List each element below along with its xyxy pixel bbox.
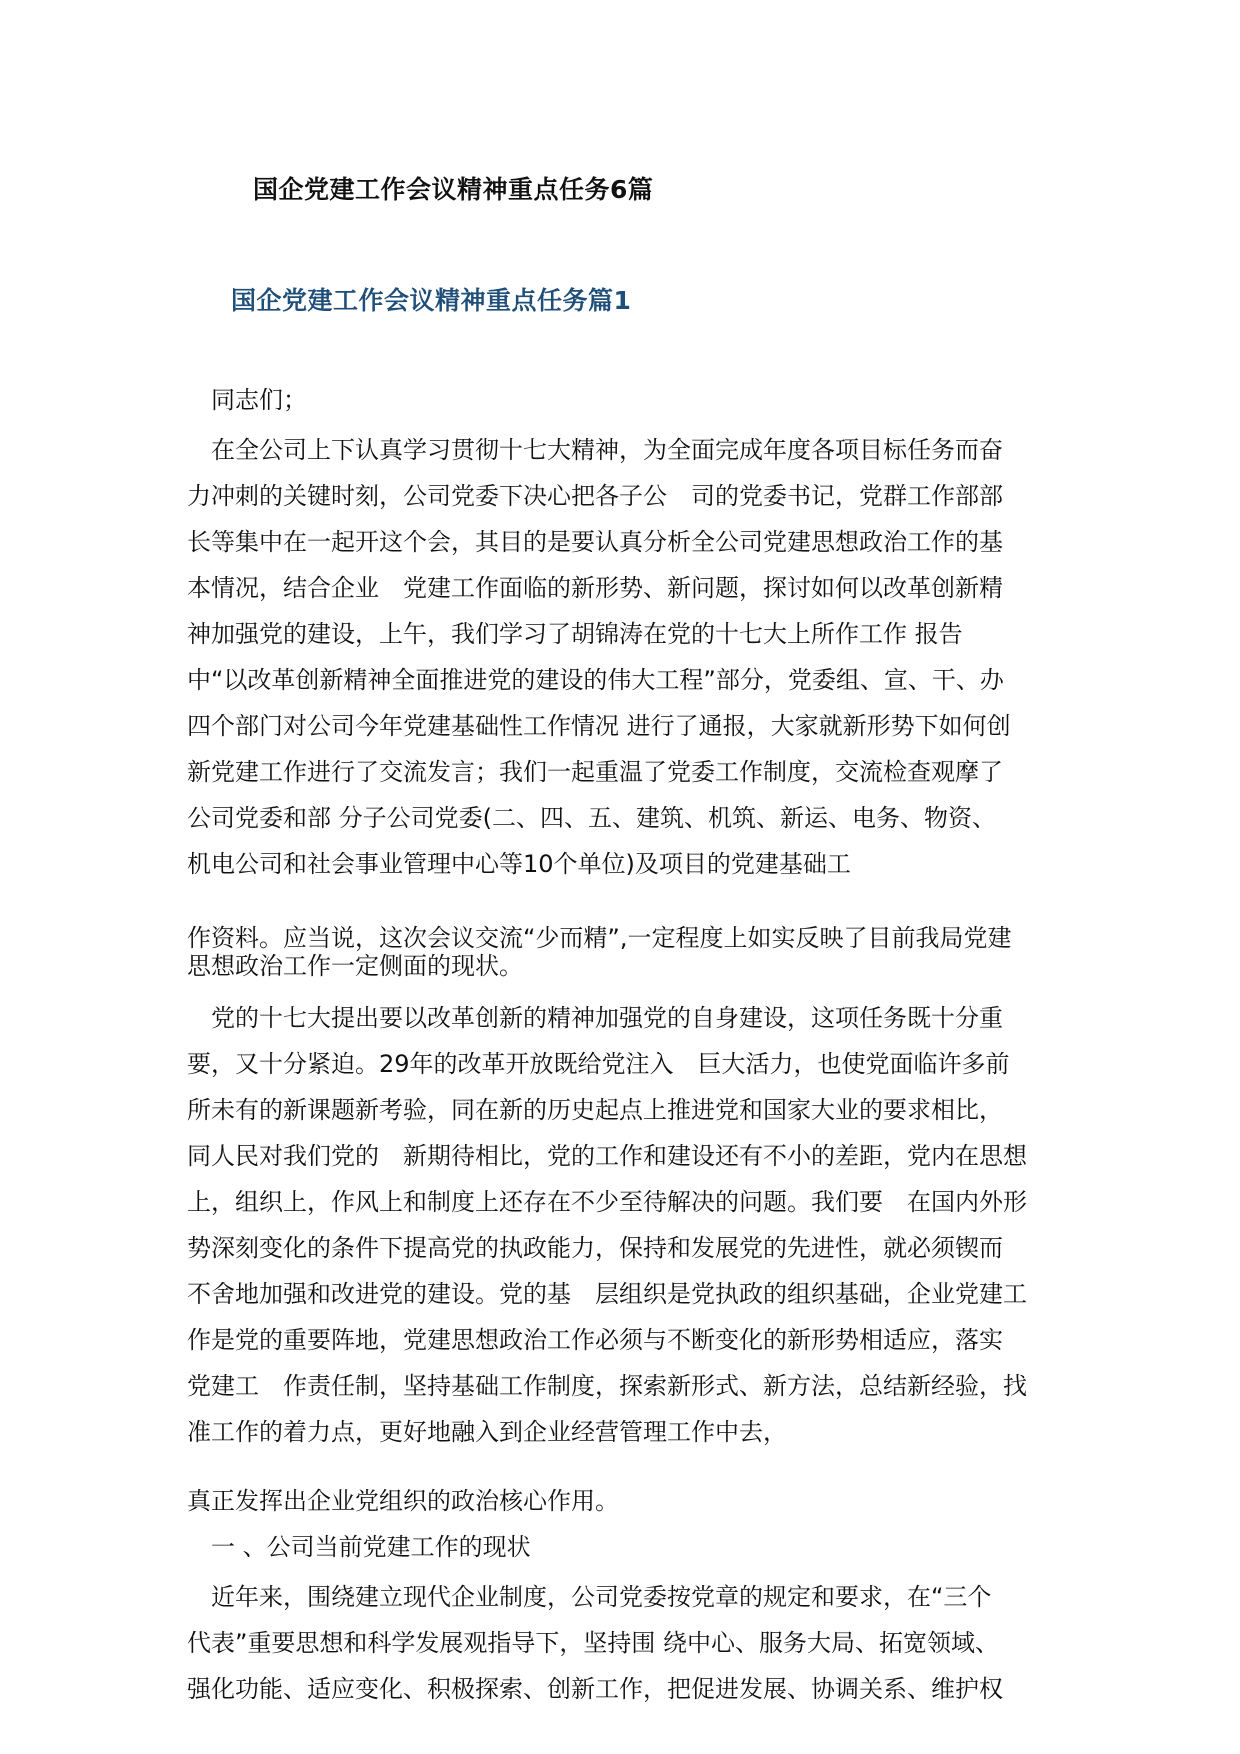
paragraph-2 <box>187 924 1067 980</box>
greeting-paragraph <box>187 377 1067 423</box>
text-line: 代表”重要思想和科学发展观指导下，坚持围 绕中心、服务大局、拓宽领域、 <box>187 1629 1000 1657</box>
text-line: 长等集中在一起开这个会，其目的是要认真分析全公司党建思想政治工作的基 <box>187 528 1003 556</box>
paragraph-3 <box>187 995 1067 1455</box>
text-line: 势深刻变化的条件下提高党的执政能力，保持和发展党的先进性，就必须锲而 <box>187 1234 1003 1262</box>
text-line: 在全公司上下认真学习贯彻十七大精神，为全面完成年度各项目标任务而奋 <box>187 436 1003 464</box>
section-heading-1 <box>187 1524 1067 1570</box>
text-line: 思想政治工作一定侧面的现状。 <box>187 952 523 980</box>
text-line: 党的十七大提出要以改革创新的精神加强党的自身建设，这项任务既十分重 <box>187 1004 1003 1032</box>
text-line: 机电公司和社会事业管理中心等10个单位)及项目的党建基础工 <box>187 850 851 878</box>
text-line: 上，组织上，作风上和制度上还存在不少至待解决的问题。我们要 在国内外形 <box>187 1188 1027 1216</box>
text-line: 真正发挥出企业党组织的政治核心作用。 <box>187 1487 619 1515</box>
section-title: 国企党建工作会议精神重点任务篇1 <box>231 286 632 315</box>
text-line: 神加强党的建设，上午，我们学习了胡锦涛在党的十七大上所作工作 报告 <box>187 620 963 648</box>
text-line: 同人民对我们党的 新期待相比，党的工作和建设还有不小的差距，党内在思想 <box>187 1142 1027 1170</box>
paragraph-1 <box>187 427 1067 887</box>
paragraph-4 <box>187 1478 1067 1524</box>
text-line: 中“以改革创新精神全面推进党的建设的伟大工程”部分，党委组、宣、干、办 <box>187 666 1004 694</box>
text-line: 力冲刺的关键时刻，公司党委下决心把各子公 司的党委书记，党群工作部部 <box>187 482 1003 510</box>
text-line: 本情况，结合企业 党建工作面临的新形势、新问题，探讨如何以改革创新精 <box>187 574 1003 602</box>
paragraph-5 <box>187 1574 1067 1712</box>
text-line: 作资料。应当说，这次会议交流“少而精”,一定程度上如实反映了目前我局党建 <box>187 924 1012 952</box>
text-line: 准工作的着力点，更好地融入到企业经营管理工作中去， <box>187 1418 787 1446</box>
text-line: 党建工 作责任制，坚持基础工作制度，探索新形式、新方法，总结新经验，找 <box>187 1372 1027 1400</box>
text-line: 新党建工作进行了交流发言；我们一起重温了党委工作制度，交流检查观摩了 <box>187 758 1003 786</box>
text-line: 同志们； <box>187 386 307 414</box>
text-line: 所未有的新课题新考验，同在新的历史起点上推进党和国家大业的要求相比， <box>187 1096 1003 1124</box>
text-line: 公司党委和部 分子公司党委(二、四、五、建筑、机筑、新运、电务、物资、 <box>187 804 996 832</box>
text-line: 强化功能、适应变化、积极探索、创新工作，把促进发展、协调关系、维护权 <box>187 1675 1003 1703</box>
text-line: 四个部门对公司今年党建基础性工作情况 进行了通报，大家就新形势下如何创 <box>187 712 1011 740</box>
text-line: 不舍地加强和改进党的建设。党的基 层组织是党执政的组织基础，企业党建工 <box>187 1280 1027 1308</box>
document-title: 国企党建工作会议精神重点任务6篇 <box>253 175 654 204</box>
text-line: 要，又十分紧迫。29年的改革开放既给党注入 巨大活力，也使党面临许多前 <box>187 1050 1010 1078</box>
text-line: 作是党的重要阵地，党建思想政治工作必须与不断变化的新形势相适应，落实 <box>187 1326 1003 1354</box>
text-line: 近年来，围绕建立现代企业制度，公司党委按党章的规定和要求，在“三个 <box>187 1583 992 1611</box>
text-line: 一 、公司当前党建工作的现状 <box>187 1533 531 1561</box>
